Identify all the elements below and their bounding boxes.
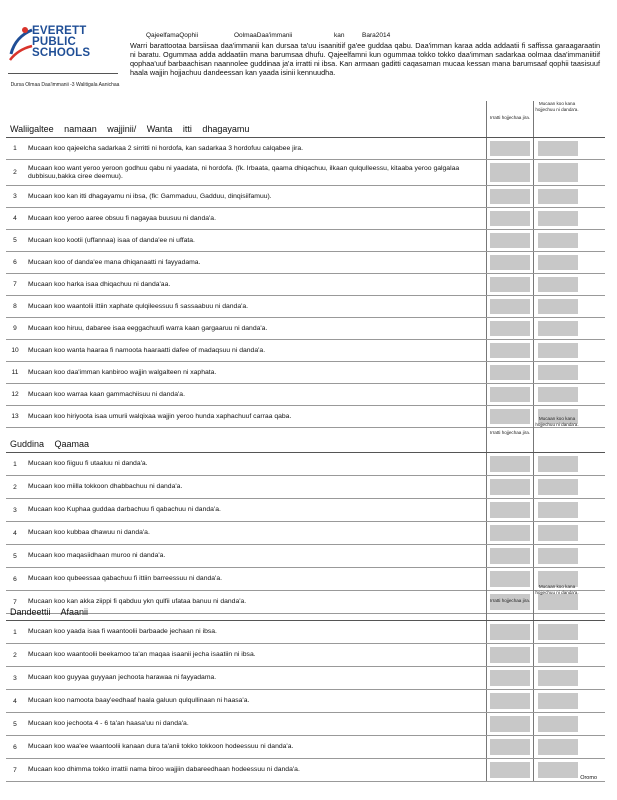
column-divider (486, 759, 487, 781)
column-divider (533, 545, 534, 567)
column-divider (486, 230, 487, 251)
row-statement: Mucaan koo harka isaa dhiqachuu ni danda'aa. (28, 280, 171, 288)
column-header-can-do: Mucaan koo kana hojjechuu ni danda'a. (535, 101, 579, 112)
row-statement: Mucaan koo of danda'ee mana dhiqanaatti ni fayyadama. (28, 258, 201, 266)
language-footer: Oromo (580, 775, 597, 781)
table-row (6, 384, 605, 406)
column-header-working-on: Irratti hojjechaa jira. (489, 115, 531, 120)
column-divider (533, 499, 534, 521)
row-statement: Mucaan koo want yeroo yeroon godhuu qabu ni yaadata, ni hordofa. (fk. Irbaata, qaama dhiqachuu, ilkaan qulqulleessu, kitaaba yeroo galgalaa dubbisuu,bakka ciree deemuu). (28, 164, 460, 180)
column-divider (533, 160, 534, 185)
running-figure-icon (8, 24, 34, 64)
document-title (146, 32, 446, 39)
column-divider (486, 476, 487, 498)
table-row (6, 453, 605, 476)
row-number: 4 (13, 697, 17, 705)
row-statement: Mucaan koo dhimma tokko irrattii nama biroo wajjiin dabareedhaan hodeessuu ni danda'a. (28, 766, 300, 773)
column-divider (486, 522, 487, 544)
logo-divider (8, 73, 118, 74)
checkbox-can-do[interactable] (538, 456, 578, 472)
section-title: Waliigaltee namaan wajjinii/ Wanta itti dhagayamu (10, 124, 250, 134)
logo-text (32, 26, 90, 59)
column-divider (486, 736, 487, 758)
row-statement: Mucaan koo fiiguu fi utaaluu ni danda'a. (28, 460, 148, 467)
column-divider (533, 476, 534, 498)
column-divider (486, 186, 487, 207)
row-number: 5 (13, 552, 17, 560)
column-divider (533, 138, 534, 159)
row-number: 6 (13, 575, 17, 583)
row-statement: Mucaan koo kan akka ziippi fi qabduu ykn qulfii ufataa banuu ni danda'a. (28, 598, 247, 605)
column-divider (533, 736, 534, 758)
column-header-can-do: Mucaan koo kana hojjechuu ni danda'a. (535, 416, 579, 427)
row-number: 7 (13, 598, 17, 606)
row-statement: Mucaan koo daa'imman kanbiroo wajjin walgalteen ni xaphata. (28, 368, 217, 376)
row-number: 12 (11, 391, 19, 398)
table-row (6, 499, 605, 522)
checkbox-working-on[interactable] (490, 548, 530, 564)
checkbox-can-do[interactable] (538, 211, 578, 226)
column-divider (486, 318, 487, 339)
checkbox-working-on[interactable] (490, 525, 530, 541)
column-divider (486, 453, 487, 475)
row-number: 1 (13, 628, 17, 636)
checkbox-working-on[interactable] (490, 277, 530, 292)
table-row (6, 545, 605, 568)
checkbox-working-on[interactable] (490, 456, 530, 472)
checkbox-can-do[interactable] (538, 255, 578, 270)
row-statement: Mucaan koo wanta haaraa fi namoota haaraatti dafee of madaqsuu ni danda'a. (28, 346, 266, 354)
checkbox-can-do[interactable] (538, 647, 578, 663)
checkbox-can-do[interactable] (538, 277, 578, 292)
title-part-3: kan (334, 32, 345, 39)
row-statement: Mucaan koo qubeessaa qabachuu fi ittiin barreessuu ni danda'a. (28, 575, 223, 582)
checklist-section (6, 584, 605, 782)
checkbox-can-do[interactable] (538, 299, 578, 314)
table-row (6, 713, 605, 736)
row-number: 3 (13, 506, 17, 514)
column-divider (486, 101, 487, 137)
column-divider (533, 713, 534, 735)
row-statement: Mucaan koo jechoota 4 - 6 ta'an haasa'uu ni danda'a. (28, 720, 189, 727)
column-divider (533, 644, 534, 666)
row-number: 4 (13, 215, 17, 222)
table-row (6, 621, 605, 644)
table-row (6, 736, 605, 759)
checkbox-working-on[interactable] (490, 141, 530, 156)
checkbox-working-on[interactable] (490, 189, 530, 204)
checkbox-working-on[interactable] (490, 502, 530, 518)
column-divider (486, 362, 487, 383)
column-divider (486, 690, 487, 712)
row-statement: Mucaan koo warraa kaan gammachiisuu ni danda'a. (28, 390, 185, 398)
column-divider (533, 453, 534, 475)
column-divider (533, 384, 534, 405)
row-number: 9 (13, 325, 17, 332)
checkbox-working-on[interactable] (490, 163, 530, 182)
column-divider (486, 340, 487, 361)
logo-line-2: PUBLIC (32, 36, 77, 48)
checkbox-working-on[interactable] (490, 299, 530, 314)
column-divider (533, 296, 534, 317)
checkbox-can-do[interactable] (538, 548, 578, 564)
checkbox-working-on[interactable] (490, 479, 530, 495)
column-header-working-on: Irratti hojjechaa jira. (489, 430, 531, 435)
row-statement: Mucaan koo kan itti dhagayamu ni ibsa, (fk: Gammaduu, Gadduu, dinqisiifamuu). (28, 192, 272, 200)
checkbox-can-do[interactable] (538, 502, 578, 518)
row-number: 13 (11, 413, 19, 420)
row-statement: Mucaan koo kubbaa dhawuu ni danda'a. (28, 529, 150, 536)
column-divider (486, 713, 487, 735)
row-statement: Mucaan koo qajeelcha sadarkaa 2 sirritti ni hordofa, kan sadarkaa 3 hordofuu calqabee jira. (28, 144, 304, 152)
section-header (6, 584, 605, 621)
title-part-2: OolmaaDaa'immanii (234, 32, 293, 39)
column-divider (486, 208, 487, 229)
row-number: 7 (13, 281, 17, 288)
column-divider (486, 296, 487, 317)
checkbox-can-do[interactable] (538, 141, 578, 156)
column-divider (486, 252, 487, 273)
table-row (6, 274, 605, 296)
checkbox-can-do[interactable] (538, 716, 578, 732)
column-divider (486, 545, 487, 567)
checkbox-can-do[interactable] (538, 321, 578, 336)
checkbox-working-on[interactable] (490, 365, 530, 380)
checkbox-can-do[interactable] (538, 365, 578, 380)
checkbox-can-do[interactable] (538, 233, 578, 248)
checkbox-can-do[interactable] (538, 387, 578, 402)
checkbox-working-on[interactable] (490, 670, 530, 686)
checkbox-can-do[interactable] (538, 189, 578, 204)
checkbox-can-do[interactable] (538, 624, 578, 640)
row-number: 2 (13, 169, 17, 176)
column-divider (486, 416, 487, 452)
column-divider (486, 499, 487, 521)
column-divider (533, 690, 534, 712)
row-statement: Mucaan koo namoota baay'eedhaaf haala galuun qulqullinaan ni haasa'a. (28, 697, 250, 704)
logo-line-1: EVERETT (32, 25, 87, 37)
checkbox-working-on[interactable] (490, 716, 530, 732)
column-divider (533, 252, 534, 273)
row-number: 7 (13, 766, 17, 774)
column-divider (486, 667, 487, 689)
table-row (6, 252, 605, 274)
checkbox-working-on[interactable] (490, 233, 530, 248)
column-divider (533, 667, 534, 689)
table-row (6, 318, 605, 340)
school-logo (8, 22, 126, 70)
column-divider (533, 621, 534, 643)
table-row (6, 208, 605, 230)
title-part-4: Bara2014 (362, 32, 391, 39)
row-number: 1 (13, 460, 17, 468)
row-statement: Mucaan koo waantoolii beekamoo ta'an maqaa isaanii jecha isaatiin ni ibsa. (28, 651, 256, 658)
checkbox-can-do[interactable] (538, 739, 578, 755)
row-number: 10 (11, 347, 19, 354)
row-number: 5 (13, 720, 17, 728)
column-divider (533, 186, 534, 207)
checkbox-working-on[interactable] (490, 647, 530, 663)
logo-line-3: SCHOOLS (32, 47, 91, 59)
column-divider (533, 230, 534, 251)
checkbox-working-on[interactable] (490, 255, 530, 270)
row-statement: Mucaan koo yeroo aaree obsuu fi nagayaa buusuu ni danda'a. (28, 214, 216, 222)
checkbox-working-on[interactable] (490, 762, 530, 778)
column-divider (533, 318, 534, 339)
checkbox-can-do[interactable] (538, 670, 578, 686)
table-row (6, 186, 605, 208)
row-number: 8 (13, 303, 17, 310)
row-statement: Mucaan koo yaada isaa fi waantoolii barbaade jechaan ni ibsa. (28, 628, 217, 635)
checkbox-working-on[interactable] (490, 211, 530, 226)
row-number: 2 (13, 651, 17, 659)
row-statement: Mucaan koo hiruu, dabaree isaa eeggachuufi warra kaan gargaaruu ni danda'a. (28, 324, 268, 332)
row-statement: Mucaan koo Kuphaa guddaa darbachuu fi qabachuu ni danda'a. (28, 506, 221, 513)
table-row (6, 362, 605, 384)
row-statement: Mucaan koo guyyaa guyyaan jechoota harawaa ni fayyadama. (28, 674, 217, 681)
column-header-working-on: Irratti hojjechaa jira. (489, 598, 531, 603)
column-divider (486, 160, 487, 185)
column-divider (533, 416, 534, 452)
intro-paragraph: Warri barattootaa barsiisaa daa'immanii kan dursaa ta'uu isaanitiif ga'ee guddaa qabu. Daa'imman karaa adda addaatii fi saffissa garaagaraatin ni baratu. Ogummaa adda addaatiin mana barumsaa dhufu. Qajeelfamni kun ogummaa tokko tokko daa'imman sadarkaa oolmaa daa'immaniitiif qophaa'uuf barbaachisan naannolee guddinaa ja'a irratti ni ibsa. Kan armaan gaditti caqasaman mucaa kessan mana barumsaaf qophii taasisuuf haala wajjin hojjachuu dandeessan kan yaada isinii kennuudha. (130, 41, 600, 78)
row-statement: Mucaan koo hiriyoota isaa umurii walqixaa wajjin yeroo hunda xaphachuuf carraa qaba. (28, 412, 292, 420)
checklist-section (6, 101, 605, 428)
table-row (6, 340, 605, 362)
section-header (6, 101, 605, 138)
row-statement: Mucaan koo waa'ee waantoolii kanaan dura ta'anii tokko tokkoon hodeessuu ni danda'a. (28, 743, 294, 750)
row-number: 3 (13, 674, 17, 682)
checkbox-can-do[interactable] (538, 479, 578, 495)
table-row (6, 522, 605, 545)
table-row (6, 644, 605, 667)
table-row (6, 230, 605, 252)
title-part-1: QajeelfamaQophii (146, 32, 199, 39)
column-divider (533, 759, 534, 781)
section-title: Guddina Qaamaa (10, 439, 90, 449)
checkbox-working-on[interactable] (490, 343, 530, 358)
column-divider (486, 644, 487, 666)
table-row (6, 160, 605, 186)
row-number: 3 (13, 193, 17, 200)
row-number: 4 (13, 529, 17, 537)
column-divider (533, 362, 534, 383)
table-row (6, 690, 605, 713)
checkbox-working-on[interactable] (490, 321, 530, 336)
row-statement: Mucaan koo waantolii ittiin xaphate qulqileessuu fi sassaabuu ni danda'a. (28, 302, 249, 310)
section-header (6, 416, 605, 453)
row-statement: Mucaan koo maqasiidhaan muroo ni danda'a. (28, 552, 166, 559)
table-row (6, 138, 605, 160)
table-row (6, 476, 605, 499)
table-row (6, 667, 605, 690)
column-header-can-do: Mucaan koo kana hojjechuu ni danda'a. (535, 584, 579, 595)
row-number: 1 (13, 145, 17, 152)
row-number: 6 (13, 259, 17, 266)
section-title: Dandeettii Afaanii (10, 607, 89, 617)
tagline: Dursa Olmaa Daa'immanii -3 Walitigala Aanichaa (10, 82, 120, 88)
table-row (6, 296, 605, 318)
checkbox-working-on[interactable] (490, 624, 530, 640)
column-divider (533, 584, 534, 620)
row-statement: Mucaan koo kootii (uffannaa) isaa of danda'ee ni uffata. (28, 236, 195, 244)
checkbox-working-on[interactable] (490, 739, 530, 755)
column-divider (533, 340, 534, 361)
checkbox-can-do[interactable] (538, 762, 578, 778)
column-divider (486, 621, 487, 643)
column-divider (533, 522, 534, 544)
row-number: 6 (13, 743, 17, 751)
row-number: 5 (13, 237, 17, 244)
column-divider (486, 584, 487, 620)
row-statement: Mucaan koo miilla tokkoon dhabbachuu ni danda'a. (28, 483, 183, 490)
checkbox-can-do[interactable] (538, 693, 578, 709)
checkbox-can-do[interactable] (538, 163, 578, 182)
checkbox-working-on[interactable] (490, 693, 530, 709)
column-divider (533, 101, 534, 137)
checkbox-can-do[interactable] (538, 525, 578, 541)
row-number: 2 (13, 483, 17, 491)
column-divider (486, 138, 487, 159)
column-divider (533, 274, 534, 295)
checkbox-working-on[interactable] (490, 387, 530, 402)
column-divider (486, 384, 487, 405)
checkbox-can-do[interactable] (538, 343, 578, 358)
row-number: 11 (11, 369, 19, 376)
table-row (6, 759, 605, 782)
column-divider (486, 274, 487, 295)
column-divider (533, 208, 534, 229)
